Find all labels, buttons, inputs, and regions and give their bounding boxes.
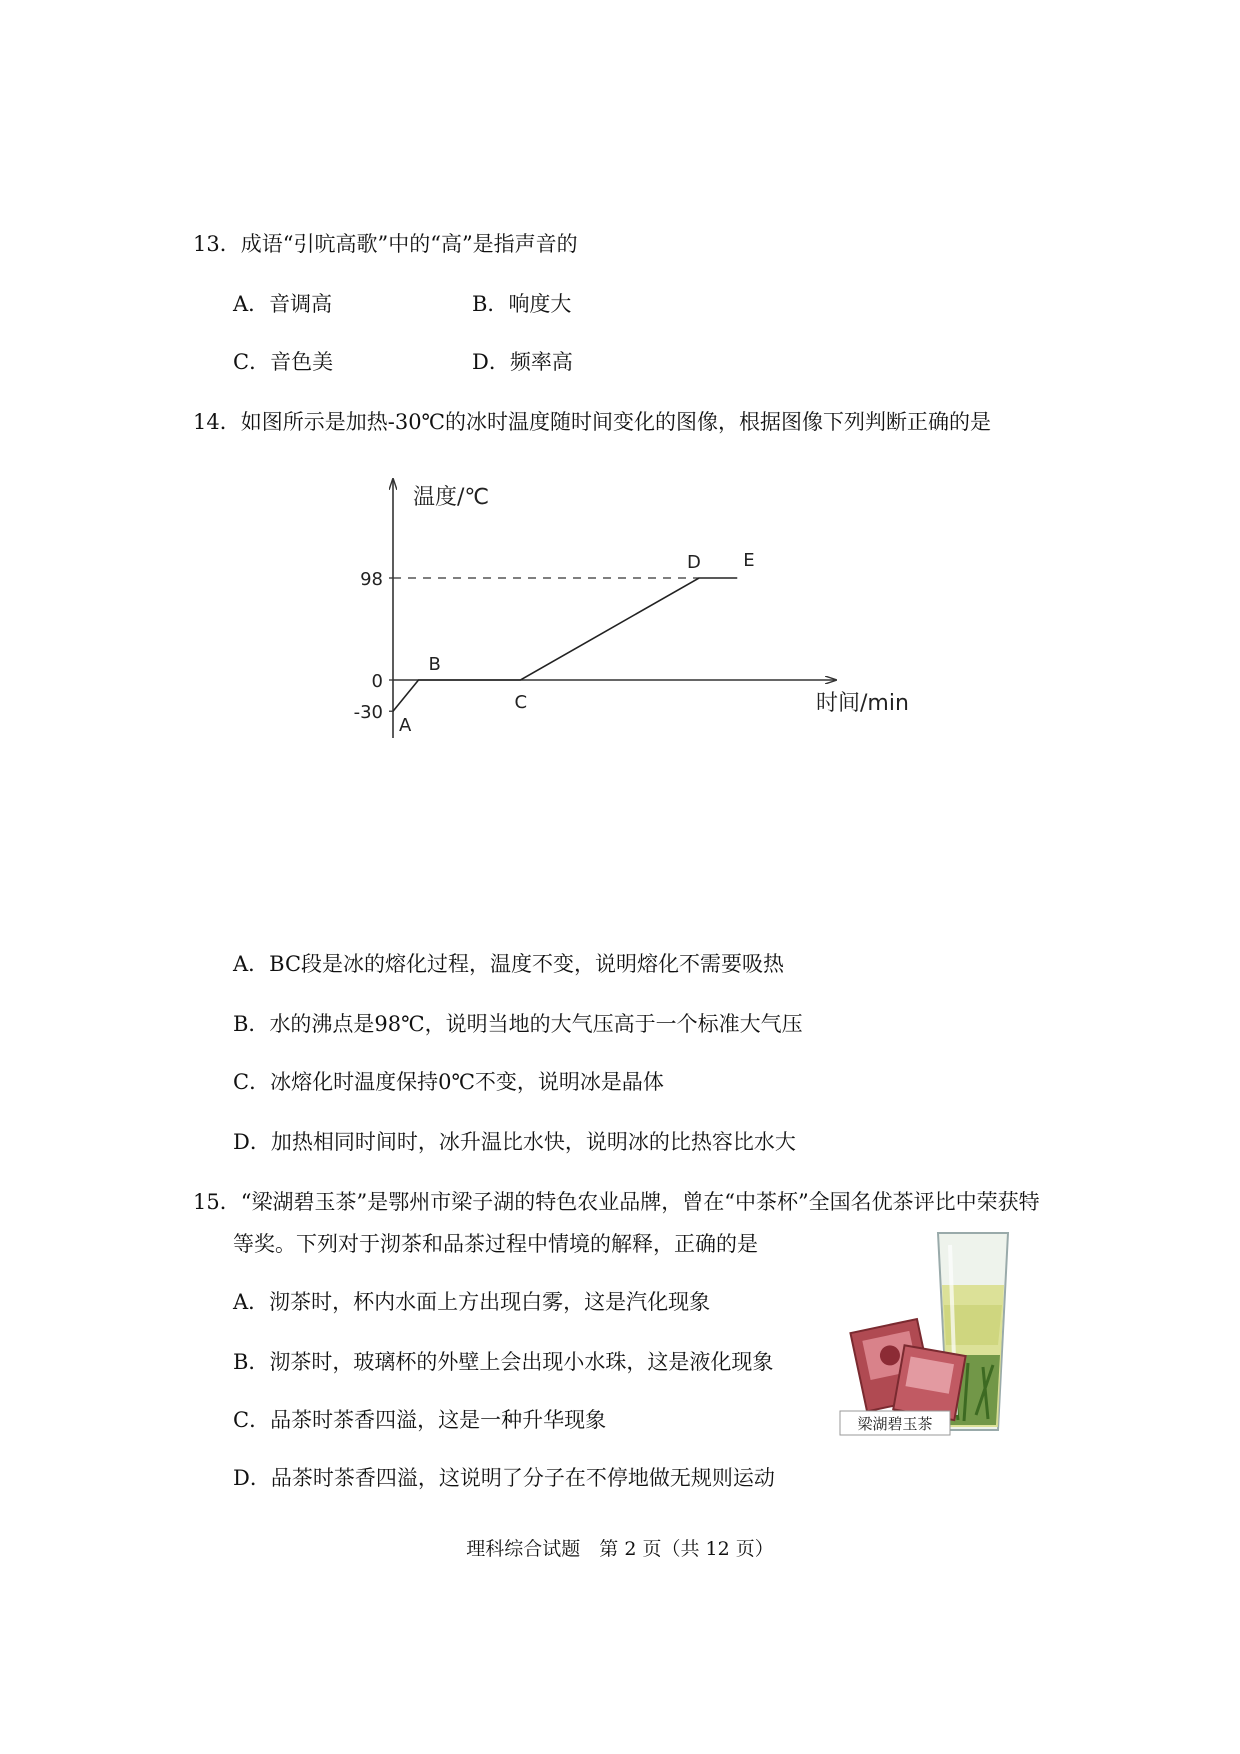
y-tick-label: 0: [371, 671, 383, 692]
question-15-stem-line2: 等奖。下列对于沏茶和品茶过程中情境的解释，正确的是: [233, 1232, 758, 1256]
question-14-stem: 14．如图所示是加热-30℃的冰时温度随时间变化的图像，根据图像下列判断正确的是: [193, 410, 992, 434]
y-axis-label: 温度/℃: [413, 485, 490, 510]
q13-option-c[interactable]: C．音色美: [233, 350, 334, 374]
q15-option-a[interactable]: A．沏茶时，杯内水面上方出现白雾，这是汽化现象: [233, 1290, 711, 1314]
tea-caption: 梁湖碧玉茶: [857, 1415, 933, 1433]
temperature-time-chart: [340, 470, 930, 750]
q13-option-a[interactable]: A．音调高: [233, 292, 333, 316]
point-label-c: C: [514, 692, 528, 713]
point-label-a: A: [399, 715, 412, 737]
q15-option-b[interactable]: B．沏茶时，玻璃杯的外壁上会出现小水珠，这是液化现象: [233, 1350, 774, 1374]
x-axis-label: 时间/min: [816, 691, 909, 716]
data-series-line: [393, 578, 737, 711]
page-footer: 理科综合试题 第 2 页（共 12 页）: [466, 1538, 774, 1560]
tea-product-image: [838, 1215, 1038, 1440]
question-15-stem-line1: 15．“梁湖碧玉茶”是鄂州市梁子湖的特色农业品牌，曾在“中茶杯”全国名优茶评比中荣获特: [193, 1190, 1040, 1214]
point-label-d: D: [687, 552, 701, 573]
q15-option-c[interactable]: C．品茶时茶香四溢，这是一种升华现象: [233, 1408, 607, 1432]
point-label-b: B: [428, 654, 441, 675]
q14-option-c[interactable]: C．冰熔化时温度保持0℃不变，说明冰是晶体: [233, 1070, 664, 1094]
tea-glass-illustration: [838, 1215, 1038, 1440]
q15-option-d[interactable]: D．品茶时茶香四溢，这说明了分子在不停地做无规则运动: [233, 1466, 775, 1490]
point-label-e: E: [743, 550, 755, 571]
q13-option-b[interactable]: B．响度大: [472, 292, 572, 316]
q13-option-d[interactable]: D．频率高: [472, 350, 573, 374]
q14-option-d[interactable]: D．加热相同时间时，冰升温比水快，说明冰的比热容比水大: [233, 1130, 796, 1154]
q14-option-b[interactable]: B．水的沸点是98℃，说明当地的大气压高于一个标准大气压: [233, 1012, 803, 1036]
question-13-stem: 13．成语“引吭高歌”中的“高”是指声音的: [193, 232, 578, 256]
y-tick-label: -30: [353, 702, 383, 724]
q14-option-a[interactable]: A．BC段是冰的熔化过程，温度不变，说明熔化不需要吸热: [233, 952, 785, 976]
y-tick-label: 98: [360, 569, 383, 590]
